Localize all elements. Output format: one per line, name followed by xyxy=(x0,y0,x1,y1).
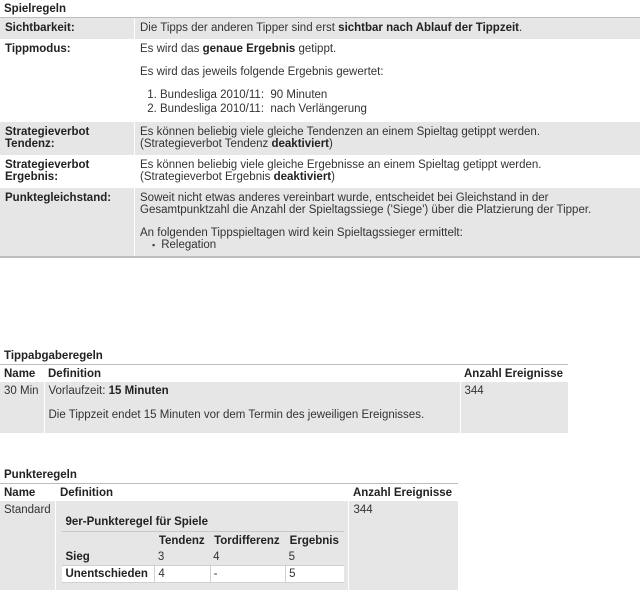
tippabgabe-header-row xyxy=(0,365,568,382)
vorlaufzeit-label: Vorlaufzeit: xyxy=(48,385,109,397)
rule-row-tippmodus xyxy=(0,39,640,122)
tippmodus-list-item: 2. Bundesliga 2010/11: nach Verlängerung xyxy=(160,103,635,115)
col-header-name: Name xyxy=(4,368,36,380)
strategie-ergebnis-label-line2: Ergebnis: xyxy=(5,171,59,183)
strategie-tendenz-line2-before: (Strategieverbot Tendenz xyxy=(140,138,272,150)
col-header-definition: Definition xyxy=(48,368,102,380)
spielregeln-table xyxy=(0,18,640,256)
tippmodus-line1 xyxy=(140,43,635,55)
rule-value-tippmodus xyxy=(135,39,641,122)
rule-label-tippmodus: Tippmodus: xyxy=(0,39,135,122)
punkteregel-col-empty xyxy=(62,532,154,549)
punktegleichstand-line2: An folgenden Tippspieltagen wird kein Spieltagssieger ermittelt: xyxy=(140,227,463,239)
vorlaufzeit-value: 15 Minuten xyxy=(108,385,169,397)
strategie-ergebnis-line2-before: (Strategieverbot Ergebnis xyxy=(140,171,274,183)
strategie-tendenz-status: deaktiviert xyxy=(271,138,330,150)
punkteregeln-title: Punkteregeln xyxy=(0,466,458,484)
punkteregel-cell: 5 xyxy=(286,549,345,566)
sichtbarkeit-text-after: . xyxy=(519,22,523,34)
rule-label-punktegleichstand: Punktegleichstand: xyxy=(0,188,135,256)
rule-value-strategie-tendenz xyxy=(135,122,641,155)
punkteregel-col-tendenz: Tendenz xyxy=(158,535,205,547)
punkteregel-cell: - xyxy=(210,566,286,583)
punkteregel-col-tordifferenz: Tordifferenz xyxy=(214,535,280,547)
strategie-ergebnis-status: deaktiviert xyxy=(273,171,332,183)
tippmodus-line1-after: getippt. xyxy=(295,43,337,55)
tippmodus-line1-before: Es wird das xyxy=(140,43,203,55)
tippabgabe-table xyxy=(0,365,568,433)
punkteregel-row-sieg xyxy=(62,549,344,566)
punkteregel-row-label: Sieg xyxy=(62,549,154,566)
punkteregel-caption: 9er-Punkteregel für Spiele xyxy=(62,514,344,532)
table-row xyxy=(0,501,458,590)
rule-label-strategie-tendenz xyxy=(0,122,135,155)
sichtbarkeit-text-before: Die Tipps der anderen Tipper sind erst xyxy=(140,22,339,34)
punkteregeln-table xyxy=(0,484,458,590)
rule-label-sichtbarkeit: Sichtbarkeit: xyxy=(0,18,135,39)
spielregeln-title: Spielregeln xyxy=(0,0,640,18)
punkteregel-table xyxy=(62,514,344,583)
tippabgabe-row-anzahl: 344 xyxy=(460,382,568,433)
rule-value-punktegleichstand xyxy=(135,188,641,256)
strategie-tendenz-line1: Es können beliebig viele gleiche Tendenzen an einem Spieltag getippt werden. xyxy=(140,126,541,138)
punktegleichstand-list-item: ▪ Relegation xyxy=(152,239,635,251)
punkteregeln-row-definition xyxy=(56,501,349,590)
spielregeln-section xyxy=(0,0,640,258)
punkteregel-col-ergebnis: Ergebnis xyxy=(289,535,339,547)
rule-value-sichtbarkeit xyxy=(135,18,641,39)
rule-label-strategie-ergebnis xyxy=(0,155,135,188)
rule-row-punktegleichstand xyxy=(0,188,640,256)
col-header-anzahl: Anzahl Ereignisse xyxy=(464,368,564,380)
tippabgabe-title: Tippabgaberegeln xyxy=(0,347,568,365)
punkteregel-cell: 3 xyxy=(155,549,210,566)
punkteregel-header-row xyxy=(62,532,344,549)
strategie-ergebnis-line1: Es können beliebig viele gleiche Ergebnisse an einem Spieltag getippt werden. xyxy=(140,159,542,171)
rule-row-sichtbarkeit xyxy=(0,18,640,39)
punkteregeln-row-name: Standard xyxy=(0,501,56,590)
punkteregel-cell: 5 xyxy=(286,566,345,583)
tippabgabe-section xyxy=(0,347,568,433)
punkteregel-cell: 4 xyxy=(210,549,286,566)
tippmodus-list xyxy=(140,89,635,115)
tippabgabe-row-name: 30 Min xyxy=(0,382,44,433)
spielregeln-bottom-divider xyxy=(0,256,640,258)
punkteregel-row-label: Unentschieden xyxy=(62,566,154,583)
table-row xyxy=(0,382,568,433)
rule-value-strategie-ergebnis xyxy=(135,155,641,188)
strategie-tendenz-label-line1: Strategieverbot xyxy=(5,126,90,138)
col-header-anzahl: Anzahl Ereignisse xyxy=(352,487,453,499)
tippmodus-list-item: 1. Bundesliga 2010/11: 90 Minuten xyxy=(160,89,635,101)
strategie-ergebnis-label-line1: Strategieverbot xyxy=(5,159,90,171)
punkteregeln-row-anzahl: 344 xyxy=(349,501,458,590)
punktegleichstand-list xyxy=(140,239,635,251)
sichtbarkeit-bold: sichtbar nach Ablauf der Tippzeit xyxy=(338,22,520,34)
punkteregeln-section xyxy=(0,466,458,590)
rule-row-strategie-ergebnis xyxy=(0,155,640,188)
punkteregel-cell: 4 xyxy=(155,566,210,583)
strategie-tendenz-line2 xyxy=(140,138,635,150)
punktegleichstand-line1: Soweit nicht etwas anderes vereinbart wurde, entscheidet bei Gleichstand in der Gesamtpunktzahl die Anzahl der Spieltagssiege ('Siege') über die Platzierung der Tipper. xyxy=(140,192,592,216)
strategie-ergebnis-line2 xyxy=(140,171,635,183)
tippmodus-line1-bold: genaue Ergebnis xyxy=(202,43,296,55)
strategie-ergebnis-line2-after: ) xyxy=(331,171,335,183)
tippabgabe-row-definition xyxy=(44,382,460,433)
strategie-tendenz-line2-after: ) xyxy=(329,138,333,150)
tippzeit-description: Die Tippzeit endet 15 Minuten vor dem Termin des jeweiligen Ereignisses. xyxy=(48,409,425,421)
punkteregel-row-unentschieden xyxy=(62,566,344,583)
vorlaufzeit-line xyxy=(49,385,456,397)
punkteregeln-header-row xyxy=(0,484,458,501)
col-header-definition: Definition xyxy=(59,487,113,499)
rule-row-strategie-tendenz xyxy=(0,122,640,155)
col-header-name: Name xyxy=(4,487,36,499)
tippmodus-line2: Es wird das jeweils folgende Ergebnis gewertet: xyxy=(140,66,384,78)
strategie-tendenz-label-line2: Tendenz: xyxy=(5,138,55,150)
